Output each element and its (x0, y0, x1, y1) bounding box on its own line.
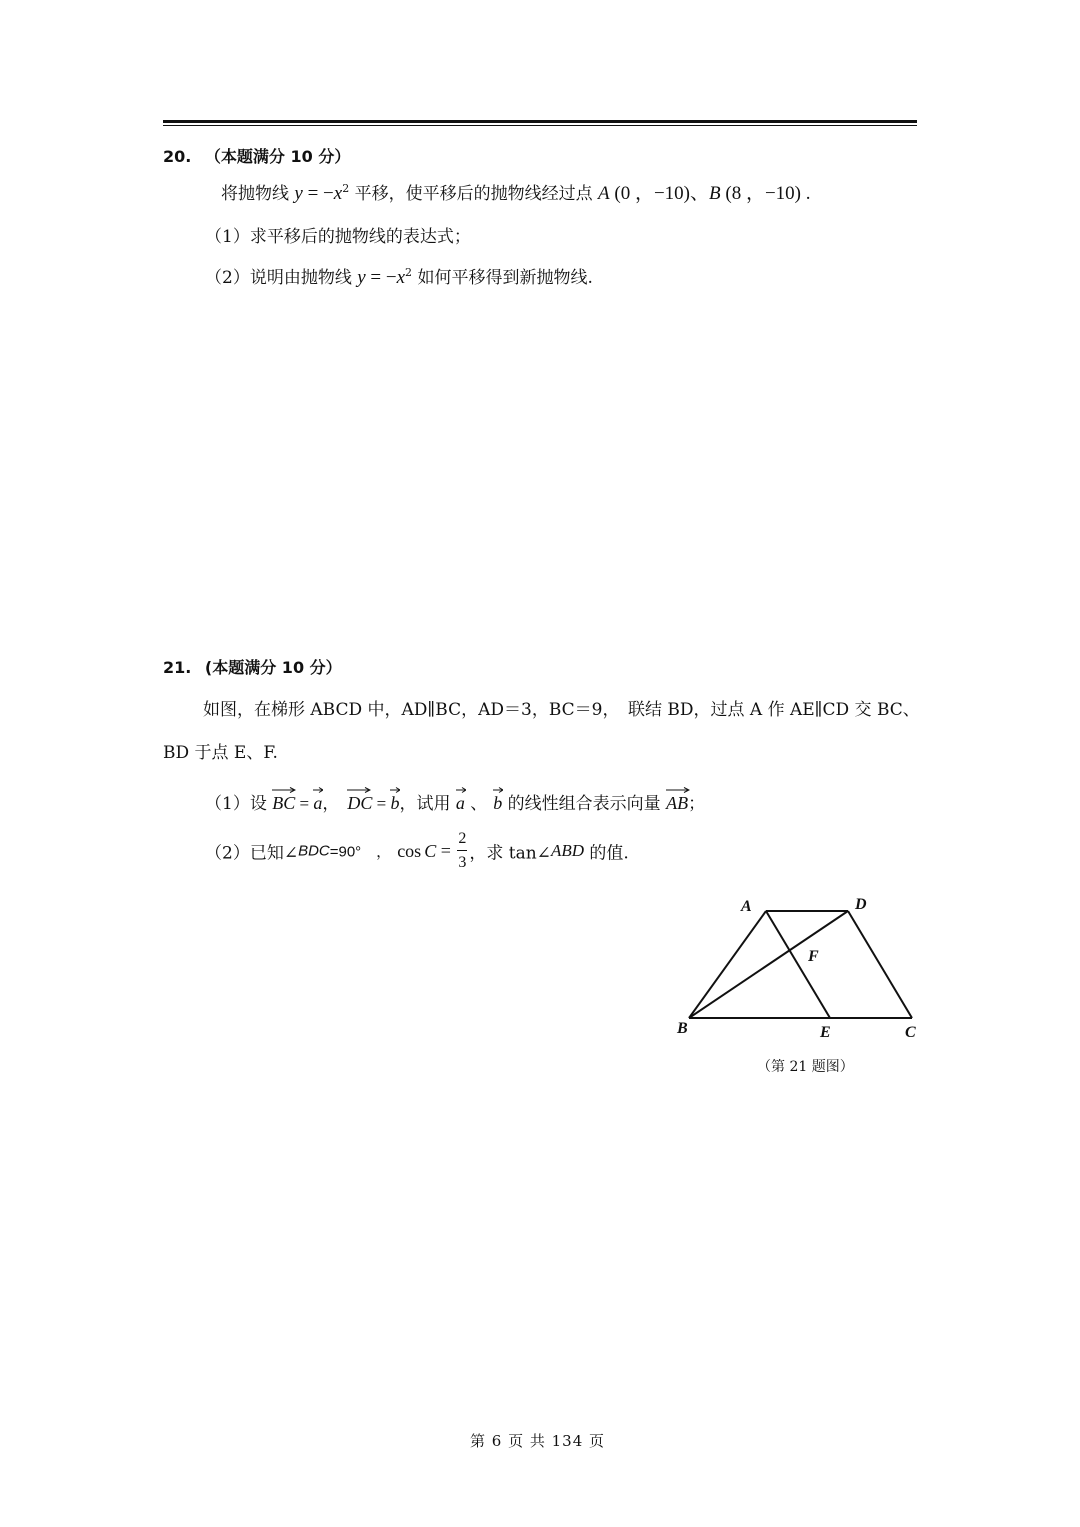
q20-part2-eq-y: y (357, 267, 366, 288)
q20-eq-mid: = − (302, 183, 334, 204)
q20-part2-text-b: 如何平移得到新抛物线. (412, 268, 593, 288)
trapezoid-figure (670, 890, 930, 1050)
q21-part1: （1）设 BC = a， DC = b，试用 a 、 b 的线性组合表示向量 AB； (205, 789, 705, 814)
q21-part2-end: 的值. (583, 843, 629, 864)
q21-stem-line1: 如图，在梯形 ABCD 中，AD∥BC，AD＝3，BC＝9， 联结 BD，过点 A 作 AE∥CD 交 BC、 (203, 700, 920, 720)
fraction-two-thirds (457, 830, 467, 872)
label-f: F (808, 948, 819, 965)
q20-eq-y: y (294, 183, 303, 204)
q20-part2-text-a: （2）说明由抛物线 (205, 268, 358, 288)
vector-a (313, 793, 322, 814)
vector-a-label: a (313, 793, 323, 813)
fraction-denominator: 3 (458, 854, 467, 871)
vector-b-label: b (390, 793, 400, 813)
q21-part1-end: ； (688, 794, 706, 814)
q20-point-b: B (709, 183, 721, 204)
vector-bc (272, 793, 295, 814)
vector-b-2 (493, 793, 502, 814)
vector-dc-label: DC (347, 793, 373, 813)
q20-heading (163, 144, 350, 167)
vector-b (390, 793, 399, 814)
top-rule-thin (163, 125, 917, 126)
vector-a-2 (456, 793, 465, 814)
segment-dc (848, 911, 912, 1018)
q21-stem-line2: BD 于点 E、F. (163, 743, 278, 763)
vector-dc (347, 793, 372, 814)
q20-score: （本题满分 10 分） (204, 147, 351, 166)
q20-point-a-coord: (0 ，−10)、 (609, 183, 710, 204)
segment-bd (689, 911, 848, 1018)
segment-ae (766, 911, 830, 1018)
q21-part2-cos: cos (397, 840, 422, 861)
q21-part2-prefix: （2）已知∠ (205, 843, 299, 864)
q20-stem (221, 178, 811, 205)
q21-part2-c: C (424, 840, 437, 861)
q21-heading (163, 655, 342, 678)
q21-number: 21. (163, 658, 192, 677)
label-c: C (905, 1024, 916, 1041)
segment-ab (689, 911, 766, 1018)
q21-part1-mid: 的线性组合表示向量 (502, 794, 667, 814)
vector-ab-label: AB (666, 793, 689, 813)
q21-part1-try: ，试用 (399, 794, 456, 814)
q20-part1: （1）求平移后的抛物线的表达式； (205, 227, 471, 247)
q21-part2-angle: BDC (298, 842, 330, 860)
figure-caption: （第 21 题图） (757, 1059, 854, 1075)
q21-part2-abd: ABD (550, 841, 584, 860)
q20-point-b-coord: (8 ，−10) . (720, 183, 811, 204)
label-b: B (677, 1020, 688, 1037)
top-rule-thick (163, 120, 917, 123)
q21-part2-deg: =90° ， (329, 843, 392, 861)
q20-part2 (205, 263, 593, 289)
label-e: E (820, 1024, 831, 1041)
q20-part2-eq-exp: 2 (405, 266, 413, 279)
q20-stem-text-a: 将抛物线 (221, 184, 295, 204)
q21-part1-prefix: （1）设 (205, 794, 273, 814)
q20-part2-eq-x: x (396, 267, 406, 288)
label-d: D (855, 896, 867, 913)
q20-eq-exp: 2 (342, 182, 350, 195)
q20-number: 20. (163, 147, 192, 166)
q21-part1-sep: 、 (464, 794, 488, 814)
vector-ab (666, 793, 688, 814)
q21-part2-ask: ，求 tan∠ (469, 843, 551, 864)
q20-eq-x: x (333, 183, 343, 204)
page-footer: 第 6 页 共 134 页 (470, 1432, 606, 1450)
q20-stem-text-b: 平移，使平移后的抛物线经过点 (349, 184, 599, 204)
vector-b-2-label: b (493, 793, 503, 813)
q21-score: (本题满分 10 分） (204, 658, 342, 677)
vector-a-2-label: a (455, 793, 465, 813)
q21-part2: （2）已知∠BDC=90° ， cos C = $\frac{2}{3}$ ，求 tan∠ABD 的值. (205, 830, 629, 871)
q20-part2-eq-mid: = − (365, 267, 397, 288)
q20-point-a: A (598, 183, 610, 204)
label-a: A (741, 898, 752, 915)
vector-bc-label: BC (272, 793, 296, 813)
fraction-numerator: 2 (457, 830, 467, 851)
